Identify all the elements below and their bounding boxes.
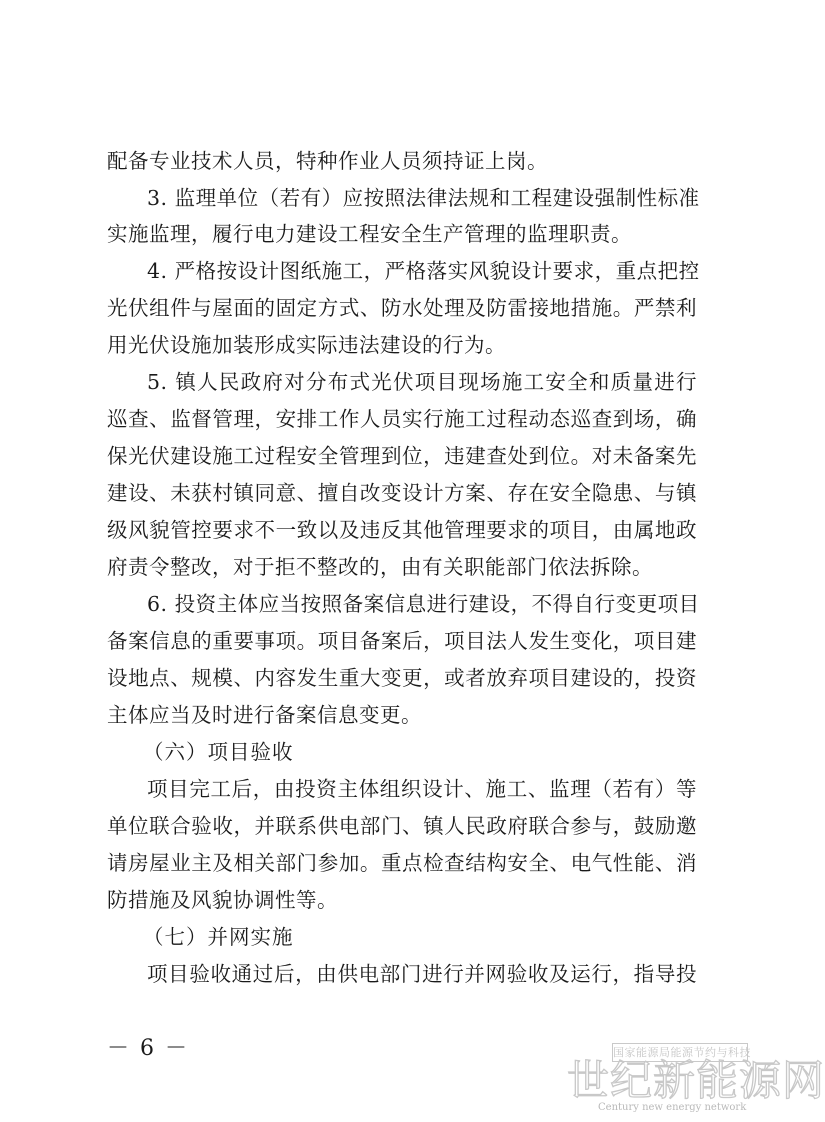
paragraph-line: 项目完工后，由投资主体组织设计、施工、监理（若有）等: [147, 777, 697, 801]
watermark-label: 国家能源局能源节约与科技: [612, 1043, 748, 1062]
paragraph-line: 保光伏建设施工过程安全管理到位，违建查处到位。对未备案先: [107, 444, 697, 468]
paragraph-line: 请房屋业主及相关部门参加。重点检查结构安全、电气性能、消: [107, 851, 697, 875]
paragraph-line: 巡查、监督管理，安排工作人员实行施工过程动态巡查到场，确: [107, 407, 697, 431]
page-number: － 6 －: [107, 1036, 189, 1061]
section-heading: （六）项目验收: [143, 740, 294, 764]
paragraph-line: 级风貌管控要求不一致以及违反其他管理要求的项目，由属地政: [107, 518, 697, 542]
paragraph-line: 光伏组件与屋面的固定方式、防水处理及防雷接地措施。严禁利: [107, 296, 697, 320]
paragraph-line: 配备专业技术人员，特种作业人员须持证上岗。: [107, 149, 548, 173]
paragraph-line: 5. 镇人民政府对分布式光伏项目现场施工安全和质量进行: [147, 370, 697, 394]
paragraph-line: 备案信息的重要事项。项目备案后，项目法人发生变化，项目建: [107, 629, 697, 653]
paragraph-line: 6. 投资主体应当按照备案信息进行建设，不得自行变更项目: [147, 592, 700, 616]
paragraph-line: 单位联合验收，并联系供电部门、镇人民政府联合参与，鼓励邀: [107, 814, 697, 838]
paragraph-line: 用光伏设施加装形成实际违法建设的行为。: [107, 333, 506, 357]
paragraph-line: 4. 严格按设计图纸施工，严格落实风貌设计要求，重点把控: [147, 259, 700, 283]
paragraph-line: 项目验收通过后，由供电部门进行并网验收及运行，指导投: [147, 962, 697, 986]
paragraph-line: 主体应当及时进行备案信息变更。: [107, 703, 422, 727]
watermark-logo: 世纪新能源网: [567, 1056, 825, 1105]
section-heading: （七）并网实施: [143, 925, 294, 949]
paragraph-line: 防措施及风貌协调性等。: [107, 888, 338, 912]
paragraph-line: 府责令整改，对于拒不整改的，由有关职能部门依法拆除。: [107, 555, 653, 579]
paragraph-line: 3. 监理单位（若有）应按照法律法规和工程建设强制性标准: [147, 186, 700, 210]
paragraph-line: 设地点、规模、内容发生重大变更，或者放弃项目建设的，投资: [107, 666, 697, 690]
paragraph-line: 建设、未获村镇同意、擅自改变设计方案、存在安全隐患、与镇: [107, 481, 697, 505]
paragraph-line: 实施监理，履行电力建设工程安全生产管理的监理职责。: [107, 222, 632, 246]
watermark-subtitle: Century new energy network: [598, 1102, 747, 1113]
